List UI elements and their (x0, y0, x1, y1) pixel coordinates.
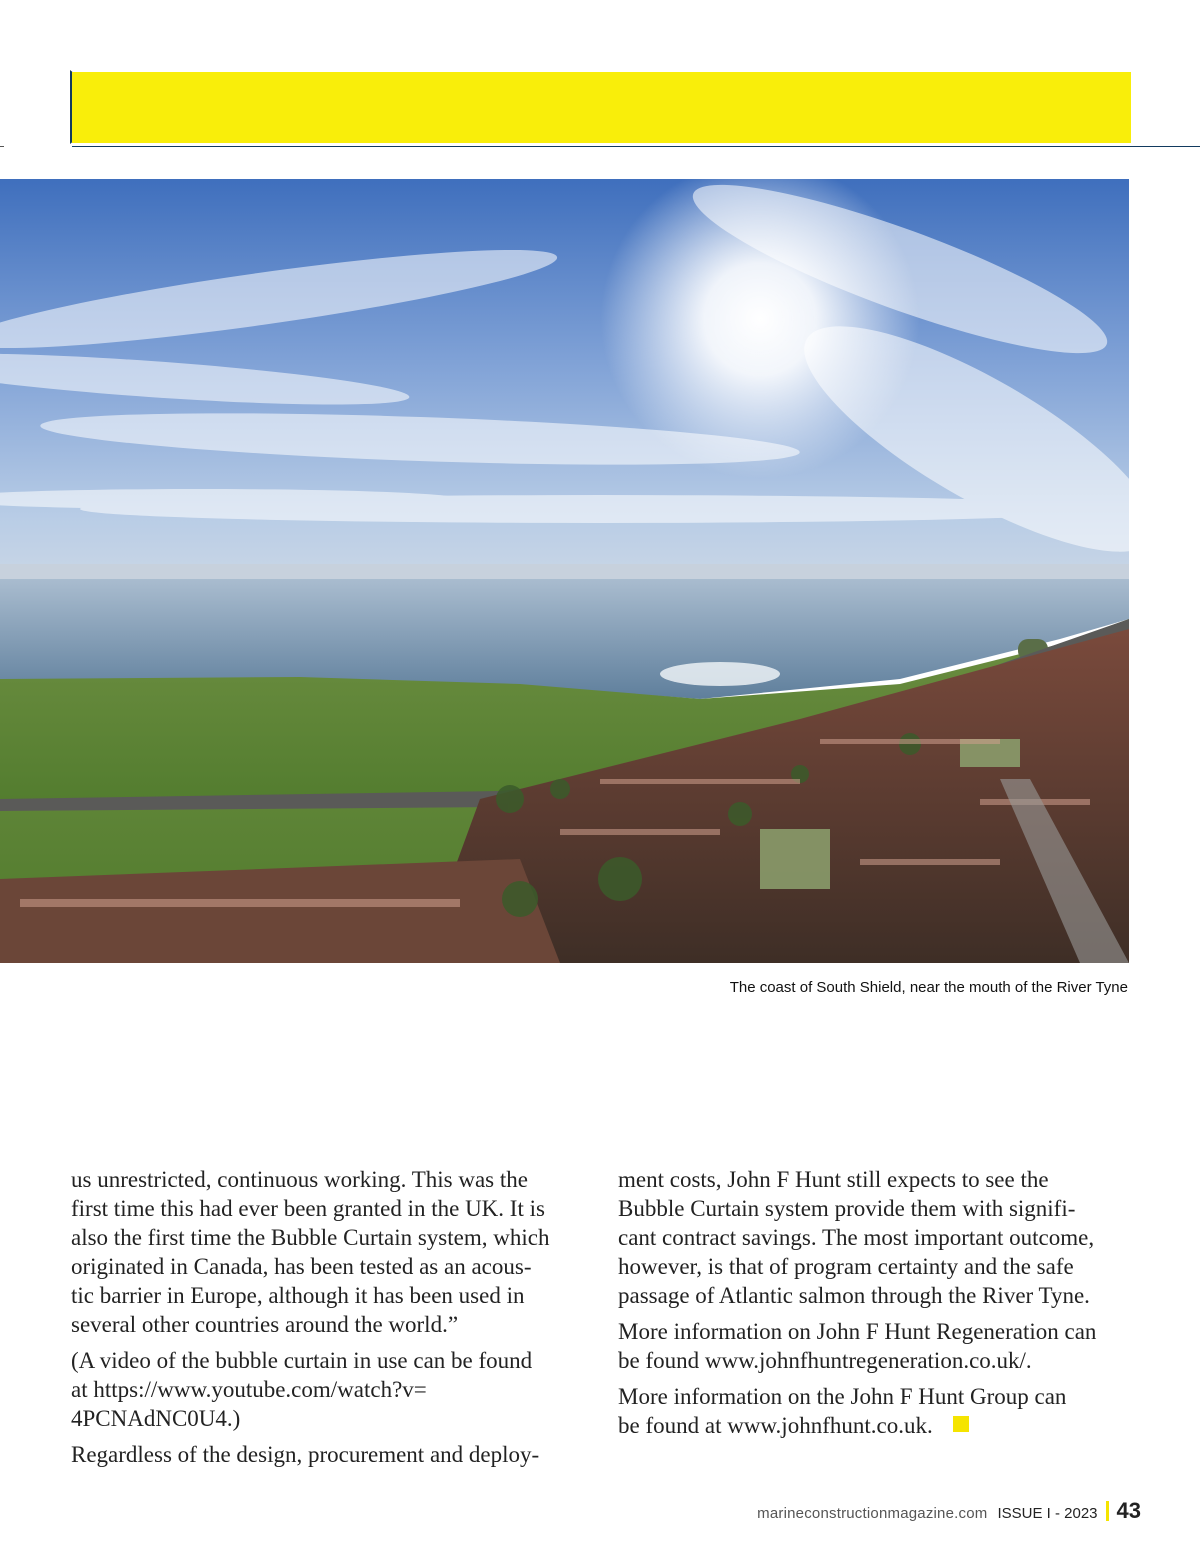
group-link-line (618, 1411, 1130, 1440)
text-line: originated in Canada, has been tested as an acous- (71, 1254, 532, 1279)
text-line: (A video of the bubble curtain in use can be found (71, 1348, 533, 1373)
banner-rule (72, 146, 1200, 147)
paragraph (618, 1382, 1130, 1440)
section-banner (72, 72, 1131, 143)
end-of-article-icon (953, 1416, 969, 1432)
page-number: 43 (1116, 1498, 1141, 1523)
text-line: tic barrier in Europe, although it has been used in (71, 1283, 525, 1308)
text-line: however, is that of program certainty and the safe (618, 1254, 1074, 1279)
text-line: ment costs, John F Hunt still expects to see the (618, 1167, 1049, 1192)
coastline-photo (0, 179, 1129, 963)
text-line: Regardless of the design, procurement and deploy- (71, 1442, 540, 1467)
regeneration-link[interactable]: be found www.johnfhuntregeneration.co.uk/. (618, 1348, 1032, 1373)
paragraph (71, 1165, 583, 1339)
group-link[interactable]: be found at www.johnfhunt.co.uk. (618, 1413, 933, 1438)
paragraph (618, 1317, 1130, 1375)
footer-site[interactable]: marineconstructionmagazine.com (757, 1505, 988, 1522)
margin-tick (0, 146, 4, 147)
text-line: Bubble Curtain system provide them with signifi- (618, 1196, 1076, 1221)
photo-caption: The coast of South Shield, near the mouth of the River Tyne (729, 979, 1128, 996)
text-line: 4PCNAdNC0U4.) (71, 1406, 241, 1431)
text-line: More information on John F Hunt Regeneration can (618, 1319, 1097, 1344)
paragraph (71, 1440, 583, 1469)
paragraph (71, 1346, 583, 1433)
video-link[interactable]: at https://www.youtube.com/watch?v= (71, 1377, 427, 1402)
text-line: several other countries around the world.” (71, 1312, 459, 1337)
text-line: cant contract savings. The most important outcome, (618, 1225, 1095, 1250)
footer-divider (1106, 1501, 1109, 1521)
page-footer (757, 1498, 1141, 1524)
footer-issue: ISSUE I - 2023 (997, 1505, 1098, 1522)
article-column-right (618, 1165, 1130, 1447)
text-line: first time this had ever been granted in the UK. It is (71, 1196, 545, 1221)
text-line: More information on the John F Hunt Group can (618, 1384, 1067, 1409)
article-column-left (71, 1165, 583, 1476)
paragraph (618, 1165, 1130, 1310)
text-line: passage of Atlantic salmon through the River Tyne. (618, 1283, 1090, 1308)
text-line: us unrestricted, continuous working. This was the (71, 1167, 528, 1192)
text-line: also the first time the Bubble Curtain system, which (71, 1225, 550, 1250)
